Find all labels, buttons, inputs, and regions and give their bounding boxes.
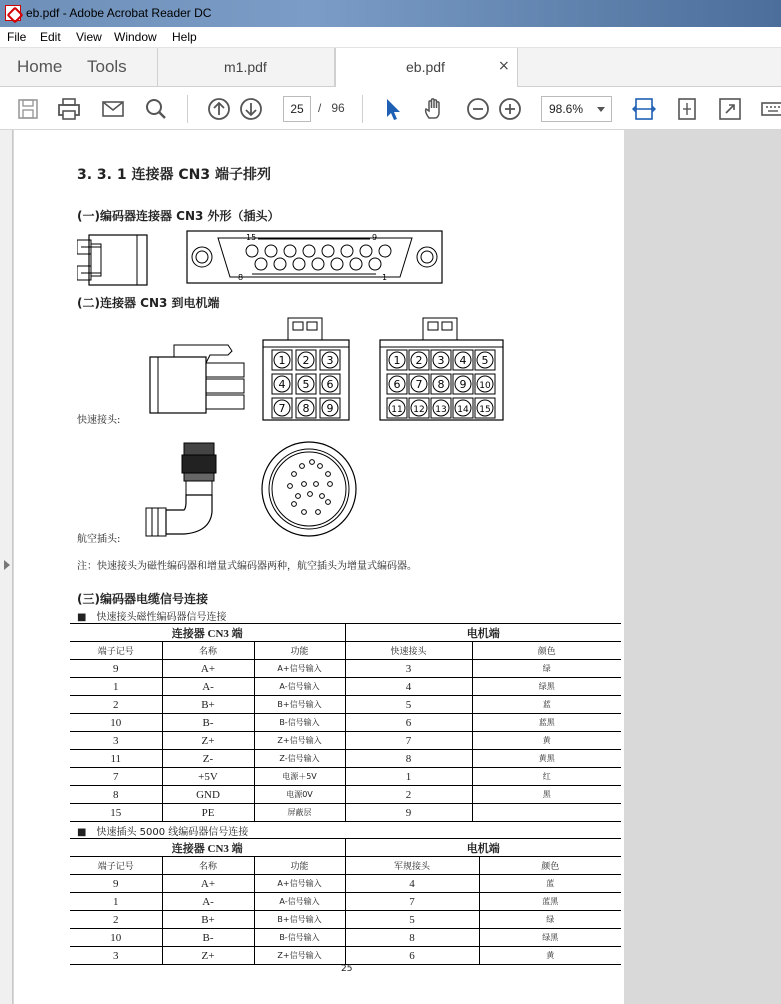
table-cell: 绿 bbox=[479, 911, 621, 929]
fast-connector-15pin-diagram bbox=[379, 317, 505, 421]
table-cell: 6 bbox=[345, 714, 472, 732]
table-cell: 2 bbox=[70, 696, 162, 714]
table-row bbox=[70, 929, 621, 947]
pin-number: 9 bbox=[326, 402, 334, 415]
table2-col-header: 名称 bbox=[162, 857, 254, 875]
table-cell: 绿黑 bbox=[472, 678, 621, 696]
section-title: 3. 3. 1 连接器 CN3 端子排列 bbox=[77, 167, 271, 183]
table-row bbox=[70, 911, 621, 929]
table-cell: PE bbox=[162, 804, 254, 822]
table-row bbox=[70, 678, 621, 696]
aviation-pin bbox=[288, 484, 293, 489]
pin-number: 8 bbox=[302, 402, 310, 415]
table-cell: B+ bbox=[162, 911, 254, 929]
pin-number: 12 bbox=[413, 405, 425, 415]
table-cell: 3 bbox=[70, 947, 162, 965]
chevron-down-icon bbox=[597, 107, 605, 112]
table-cell: GND bbox=[162, 786, 254, 804]
menu-window[interactable]: Window bbox=[114, 30, 157, 44]
table2-col-header: 军规接头 bbox=[345, 857, 479, 875]
db15-pin-hole bbox=[284, 245, 296, 257]
table1-col-header: 快速接头 bbox=[345, 642, 472, 660]
page-total-count: 96 bbox=[331, 101, 345, 115]
db15-pin-label-15: 15 bbox=[246, 233, 257, 242]
keyboard-icon[interactable] bbox=[759, 96, 781, 122]
tab-tools[interactable]: Tools bbox=[87, 57, 127, 76]
table-cell: 2 bbox=[70, 911, 162, 929]
document-viewport[interactable] bbox=[0, 130, 781, 1004]
aviation-pin bbox=[302, 510, 307, 515]
table-cell: 9 bbox=[70, 660, 162, 678]
table2-col-header: 颜色 bbox=[479, 857, 621, 875]
table-cell: B+信号输入 bbox=[254, 696, 345, 714]
table1-head-left: 连接器 CN3 端 bbox=[70, 624, 345, 642]
table-cell: 3 bbox=[70, 732, 162, 750]
table-cell: 7 bbox=[345, 893, 479, 911]
table-cell: 绿黑 bbox=[479, 929, 621, 947]
table-cell: 9 bbox=[345, 804, 472, 822]
pin-number: 4 bbox=[459, 354, 467, 367]
aviation-plug-label: 航空插头: bbox=[77, 534, 121, 545]
fit-page-icon[interactable] bbox=[674, 96, 700, 122]
fit-width-icon[interactable] bbox=[631, 96, 657, 122]
db15-pin-hole bbox=[322, 245, 334, 257]
table-cell: A+信号输入 bbox=[254, 660, 345, 678]
table-cell: Z-信号输入 bbox=[254, 750, 345, 768]
db15-pin-hole bbox=[360, 245, 372, 257]
tab-bar bbox=[0, 48, 781, 87]
db15-pin-hole bbox=[350, 258, 362, 270]
table-cell: Z- bbox=[162, 750, 254, 768]
expand-panel-icon[interactable] bbox=[4, 560, 10, 570]
table-cell: 电源＋5V bbox=[254, 768, 345, 786]
table-cell: B- bbox=[162, 929, 254, 947]
table-row bbox=[70, 768, 621, 786]
title-bar bbox=[0, 0, 781, 27]
signal-table-2 bbox=[70, 838, 621, 965]
table-cell: A+ bbox=[162, 660, 254, 678]
aviation-pin bbox=[326, 472, 331, 477]
table-cell: 蓝 bbox=[472, 696, 621, 714]
db15-pins-row1 bbox=[246, 245, 391, 270]
menu-file[interactable]: File bbox=[7, 30, 27, 44]
select-cursor-icon[interactable] bbox=[380, 96, 406, 122]
table1-col-header: 功能 bbox=[254, 642, 345, 660]
table-cell: 红 bbox=[472, 768, 621, 786]
table1-col-header: 端子记号 bbox=[70, 642, 162, 660]
table1-col-header: 颜色 bbox=[472, 642, 621, 660]
left-panel-toggle[interactable] bbox=[0, 130, 13, 1004]
toolbar-separator bbox=[362, 95, 363, 123]
table-cell: B-信号输入 bbox=[254, 714, 345, 732]
save-icon[interactable] bbox=[15, 96, 41, 122]
table-cell: B+ bbox=[162, 696, 254, 714]
table-cell: 8 bbox=[345, 929, 479, 947]
table-cell: 3 bbox=[345, 660, 472, 678]
table-cell: Z+ bbox=[162, 732, 254, 750]
table-cell: Z+信号输入 bbox=[254, 947, 345, 965]
subsection-title-2: (二)连接器 CN3 到电机端 bbox=[77, 296, 220, 310]
subsection-title-3: (三)编码器电缆信号连接 bbox=[77, 592, 208, 606]
table-cell: 绿 bbox=[472, 660, 621, 678]
table-cell: B- bbox=[162, 714, 254, 732]
table2-col-header: 端子记号 bbox=[70, 857, 162, 875]
full-screen-icon[interactable] bbox=[717, 96, 743, 122]
pin-number: 7 bbox=[415, 378, 423, 391]
table-cell: 黄黑 bbox=[472, 750, 621, 768]
pin-number: 5 bbox=[302, 378, 310, 391]
table-cell: 5 bbox=[345, 696, 472, 714]
aviation-pin bbox=[296, 494, 301, 499]
tab-eb-pdf[interactable] bbox=[335, 48, 518, 88]
subsection-title-1: (一)编码器连接器 CN3 外形（插头） bbox=[77, 209, 280, 223]
aviation-pin bbox=[302, 482, 307, 487]
table2-body bbox=[70, 875, 621, 965]
aviation-pin bbox=[318, 464, 323, 469]
zoom-select[interactable] bbox=[541, 96, 612, 122]
table2-head-right: 电机端 bbox=[345, 839, 621, 857]
table-row bbox=[70, 875, 621, 893]
table-row bbox=[70, 804, 621, 822]
toolbar-separator bbox=[187, 95, 188, 123]
fast-connector-side-diagram bbox=[148, 343, 250, 415]
aviation-pin bbox=[308, 492, 313, 497]
db15-side-view-diagram bbox=[77, 232, 153, 288]
table-cell: B+信号输入 bbox=[254, 911, 345, 929]
pin-number: 14 bbox=[457, 405, 469, 415]
toolbar bbox=[0, 87, 781, 130]
table2-col-header: 功能 bbox=[254, 857, 345, 875]
table-cell: 1 bbox=[345, 768, 472, 786]
tab-home[interactable]: Home bbox=[17, 57, 63, 76]
table-cell: 5 bbox=[345, 911, 479, 929]
page-footer-number: 25 bbox=[341, 964, 353, 974]
db15-pin-hole bbox=[265, 245, 277, 257]
pin-number: 6 bbox=[393, 378, 401, 391]
table1-col-header: 名称 bbox=[162, 642, 254, 660]
page-separator: / bbox=[318, 101, 322, 115]
aviation-pin bbox=[328, 482, 333, 487]
table-cell: 8 bbox=[70, 786, 162, 804]
table-cell: 蓝 bbox=[479, 875, 621, 893]
fast-connector-label: 快速接头: bbox=[77, 415, 121, 426]
table-row bbox=[70, 696, 621, 714]
zoom-out-icon[interactable] bbox=[465, 96, 491, 122]
aviation-plug-side-diagram bbox=[144, 442, 220, 538]
table-cell bbox=[472, 804, 621, 822]
page-total bbox=[318, 101, 345, 115]
table-cell: A- bbox=[162, 678, 254, 696]
search-icon[interactable] bbox=[143, 96, 169, 122]
db15-pin-label-9: 9 bbox=[372, 233, 378, 242]
table-cell: 1 bbox=[70, 893, 162, 911]
pin-grid-9 bbox=[272, 350, 340, 418]
pin-number: 3 bbox=[326, 354, 334, 367]
table-cell: A- bbox=[162, 893, 254, 911]
email-icon[interactable] bbox=[100, 96, 126, 122]
db15-pin-hole bbox=[293, 258, 305, 270]
pin-number: 10 bbox=[479, 381, 491, 391]
page-number-input[interactable]: 25 bbox=[283, 96, 311, 122]
table-cell: 8 bbox=[345, 750, 472, 768]
bullet-fast-magnetic: ■ 快速接头磁性编码器信号连接 bbox=[77, 612, 227, 623]
print-icon[interactable] bbox=[56, 96, 82, 122]
window-title: eb.pdf - Adobe Acrobat Reader DC bbox=[26, 6, 212, 20]
table-row bbox=[70, 750, 621, 768]
table-cell: 9 bbox=[70, 875, 162, 893]
pin-number: 3 bbox=[437, 354, 445, 367]
db15-pin-hole bbox=[246, 245, 258, 257]
pin-number: 15 bbox=[479, 405, 491, 415]
aviation-plug-front-diagram bbox=[260, 440, 358, 538]
aviation-pin bbox=[292, 472, 297, 477]
table-cell: 6 bbox=[345, 947, 479, 965]
table1-head-right: 电机端 bbox=[345, 624, 621, 642]
pin-number: 2 bbox=[302, 354, 310, 367]
acrobat-app-icon bbox=[5, 5, 21, 21]
db15-front-view-diagram bbox=[186, 230, 444, 284]
db15-pin-hole bbox=[341, 245, 353, 257]
table-cell: A-信号输入 bbox=[254, 678, 345, 696]
pin-number: 5 bbox=[481, 354, 489, 367]
signal-table-1 bbox=[70, 623, 621, 822]
menu-edit[interactable]: Edit bbox=[40, 30, 61, 44]
table-cell: +5V bbox=[162, 768, 254, 786]
table-cell: Z+ bbox=[162, 947, 254, 965]
aviation-pin-layout bbox=[288, 460, 333, 515]
table2-head-left: 连接器 CN3 端 bbox=[70, 839, 345, 857]
table-cell: 10 bbox=[70, 929, 162, 947]
menu-help[interactable]: Help bbox=[172, 30, 197, 44]
db15-pin-hole bbox=[312, 258, 324, 270]
pin-number: 11 bbox=[391, 405, 403, 415]
db15-pin-hole bbox=[331, 258, 343, 270]
pin-number: 4 bbox=[278, 378, 286, 391]
table-row bbox=[70, 714, 621, 732]
next-page-icon[interactable] bbox=[238, 96, 264, 122]
aviation-pin bbox=[310, 460, 315, 465]
table-row bbox=[70, 786, 621, 804]
table-row bbox=[70, 660, 621, 678]
bullet-fast-5000: ■ 快速插头 5000 线编码器信号连接 bbox=[77, 827, 249, 838]
zoom-value: 98.6% bbox=[549, 102, 584, 116]
viewer-background bbox=[624, 130, 781, 1004]
db15-pin-hole bbox=[379, 245, 391, 257]
pin-number: 1 bbox=[393, 354, 401, 367]
table-cell: 1 bbox=[70, 678, 162, 696]
tab-m1-pdf[interactable] bbox=[157, 48, 335, 87]
table-cell: 蓝黑 bbox=[479, 893, 621, 911]
pin-number: 13 bbox=[435, 405, 447, 415]
menu-bar bbox=[0, 27, 781, 48]
tab-m1-label: m1.pdf bbox=[224, 59, 267, 75]
pin-number: 6 bbox=[326, 378, 334, 391]
table-cell: 10 bbox=[70, 714, 162, 732]
table-cell: 7 bbox=[345, 732, 472, 750]
table1-body bbox=[70, 660, 621, 822]
pin-number: 2 bbox=[415, 354, 423, 367]
fast-connector-9pin-diagram bbox=[262, 317, 351, 421]
db15-pin-label-8: 8 bbox=[238, 273, 244, 282]
table-cell: A+信号输入 bbox=[254, 875, 345, 893]
table-row bbox=[70, 732, 621, 750]
pin-number: 8 bbox=[437, 378, 445, 391]
previous-page-icon[interactable] bbox=[206, 96, 232, 122]
db15-pin-hole bbox=[303, 245, 315, 257]
zoom-in-icon[interactable] bbox=[497, 96, 523, 122]
table-row bbox=[70, 893, 621, 911]
aviation-pin bbox=[314, 482, 319, 487]
close-tab-icon[interactable]: × bbox=[498, 58, 510, 74]
table-cell: A+ bbox=[162, 875, 254, 893]
aviation-pin bbox=[326, 500, 331, 505]
hand-tool-icon[interactable] bbox=[421, 96, 447, 122]
pin-number: 9 bbox=[459, 378, 467, 391]
table-cell: 黄 bbox=[472, 732, 621, 750]
menu-view[interactable]: View bbox=[76, 30, 102, 44]
table-cell: B-信号输入 bbox=[254, 929, 345, 947]
db15-pin-hole bbox=[274, 258, 286, 270]
table-cell: Z+信号输入 bbox=[254, 732, 345, 750]
pin-grid-15 bbox=[387, 350, 495, 418]
table-cell: 15 bbox=[70, 804, 162, 822]
tab-eb-label: eb.pdf bbox=[406, 59, 445, 75]
pdf-page bbox=[14, 130, 624, 1004]
aviation-pin bbox=[292, 502, 297, 507]
table-cell: 7 bbox=[70, 768, 162, 786]
pin-number: 1 bbox=[278, 354, 286, 367]
table-cell: 屏蔽层 bbox=[254, 804, 345, 822]
table-cell: 电源0V bbox=[254, 786, 345, 804]
table-row bbox=[70, 947, 621, 965]
table-cell: 11 bbox=[70, 750, 162, 768]
connector-note: 注：快速接头为磁性编码器和增量式编码器两种，航空插头为增量式编码器。 bbox=[77, 561, 417, 572]
db15-pin-label-1: 1 bbox=[382, 273, 388, 282]
db15-pin-hole bbox=[255, 258, 267, 270]
table-cell: A-信号输入 bbox=[254, 893, 345, 911]
db15-pin-hole bbox=[369, 258, 381, 270]
aviation-pin bbox=[320, 494, 325, 499]
table-cell: 2 bbox=[345, 786, 472, 804]
aviation-pin bbox=[316, 510, 321, 515]
table-cell: 4 bbox=[345, 678, 472, 696]
table-cell: 4 bbox=[345, 875, 479, 893]
table-cell: 蓝黑 bbox=[472, 714, 621, 732]
table-cell: 黑 bbox=[472, 786, 621, 804]
table-cell: 黄 bbox=[479, 947, 621, 965]
aviation-pin bbox=[300, 464, 305, 469]
pin-number: 7 bbox=[278, 402, 286, 415]
